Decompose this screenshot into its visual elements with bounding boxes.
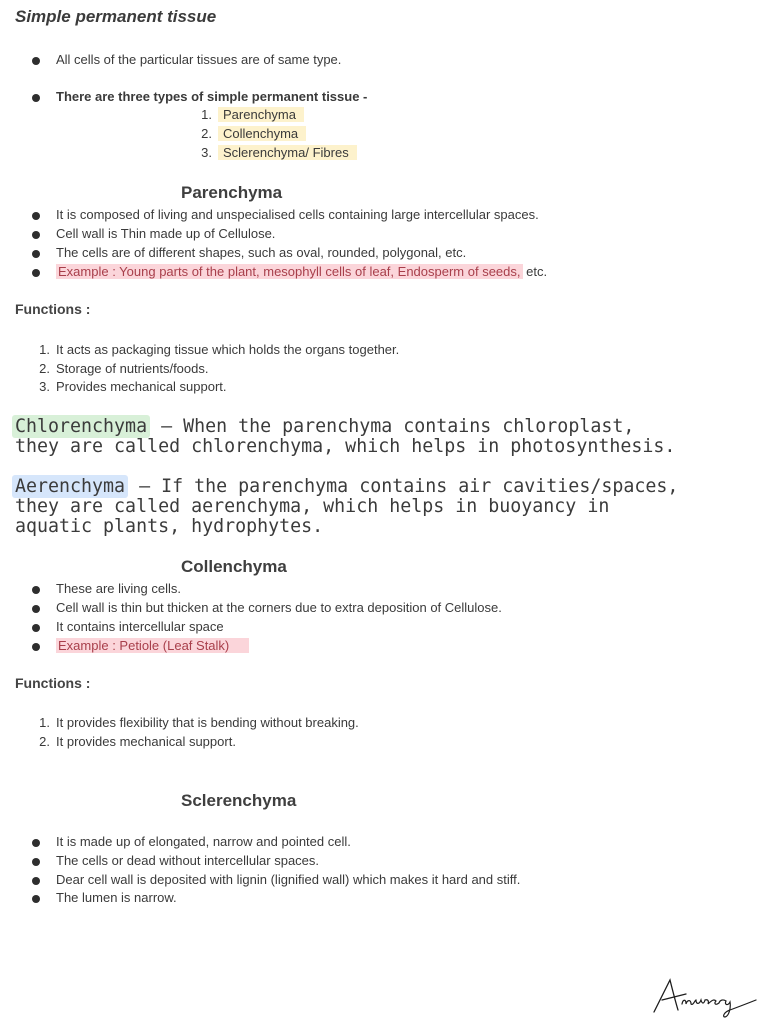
sclerenchyma-bullet-1: It is made up of elongated, narrow and pointed cell.: [56, 834, 351, 849]
collenchyma-heading: Collenchyma: [181, 557, 287, 576]
function-number: 2.: [39, 361, 50, 376]
type-item-2: [201, 126, 306, 141]
parenchyma-functions-title: Functions :: [15, 301, 91, 317]
aerenchyma-line-3: aquatic plants, hydrophytes.: [15, 516, 324, 537]
parenchyma-function-2: [39, 361, 209, 376]
type-number-1: 1.: [201, 107, 212, 122]
collenchyma-bullet-3: It contains intercellular space: [56, 619, 224, 634]
parenchyma-example-highlight: Example : Young parts of the plant, mesophyll cells of leaf, Endosperm of seeds,: [58, 264, 521, 279]
page-title: Simple permanent tissue: [15, 7, 217, 26]
aerenchyma-definition: [15, 477, 678, 537]
collenchyma-function-2: [39, 734, 236, 749]
function-number: 1.: [39, 342, 50, 357]
function-number: 3.: [39, 379, 50, 394]
chlorenchyma-definition: [15, 417, 675, 457]
collenchyma-bullet-2: Cell wall is thin but thicken at the corners due to extra deposition of Cellulose.: [56, 600, 502, 615]
aerenchyma-term: Aerenchyma: [12, 475, 128, 498]
parenchyma-function-1-text: It acts as packaging tissue which holds the organs together.: [56, 342, 400, 357]
chlorenchyma-line-2: they are called chlorenchyma, which helps in photosynthesis.: [15, 436, 676, 457]
function-number: 2.: [39, 734, 50, 749]
aerenchyma-line-2: they are called aerenchyma, which helps in buoyancy in: [15, 496, 610, 517]
collenchyma-example-highlight: Example : Petiole (Leaf Stalk): [56, 638, 249, 653]
parenchyma-function-3: [39, 379, 227, 394]
aerenchyma-line-1: – If the parenchyma contains air cavities/spaces,: [128, 476, 679, 497]
sclerenchyma-heading: Sclerenchyma: [181, 791, 297, 810]
sclerenchyma-bullet-4: The lumen is narrow.: [56, 890, 177, 905]
collenchyma-example: [56, 638, 249, 653]
collenchyma-functions-title: Functions :: [15, 675, 91, 691]
collenchyma-function-1: [39, 715, 359, 730]
chlorenchyma-line-1: – When the parenchyma contains chloroplast,: [150, 416, 635, 437]
sclerenchyma-bullet-3: Dear cell wall is deposited with lignin (lignified wall) which makes it hard and stiff.: [56, 872, 521, 887]
sclerenchyma-bullet-2: The cells or dead without intercellular spaces.: [56, 853, 320, 868]
parenchyma-example: [56, 264, 547, 279]
parenchyma-example-suffix: etc.: [522, 264, 548, 279]
type-label-parenchyma: Parenchyma: [218, 107, 304, 122]
type-item-3: [201, 145, 357, 160]
type-item-1: [201, 107, 304, 122]
parenchyma-function-2-text: Storage of nutrients/foods.: [56, 361, 209, 376]
parenchyma-bullet-3: The cells are of different shapes, such as oval, rounded, polygonal, etc.: [56, 245, 467, 260]
parenchyma-bullet-1: It is composed of living and unspecialised cells containing large intercellular spaces.: [56, 207, 539, 222]
parenchyma-function-3-text: Provides mechanical support.: [56, 379, 227, 394]
signature: [650, 974, 760, 1020]
type-label-sclerenchyma: Sclerenchyma/ Fibres: [218, 145, 357, 160]
parenchyma-heading: Parenchyma: [181, 183, 283, 202]
collenchyma-function-2-text: It provides mechanical support.: [56, 734, 236, 749]
function-number: 1.: [39, 715, 50, 730]
intro-bullet-same-type: All cells of the particular tissues are of same type.: [56, 52, 342, 67]
collenchyma-bullet-1: These are living cells.: [56, 581, 181, 596]
collenchyma-function-1-text: It provides flexibility that is bending without breaking.: [56, 715, 359, 730]
type-number-2: 2.: [201, 126, 212, 141]
intro-bullet-three-types: There are three types of simple permanent tissue -: [56, 89, 368, 104]
parenchyma-bullet-2: Cell wall is Thin made up of Cellulose.: [56, 226, 276, 241]
parenchyma-function-1: [39, 342, 400, 357]
chlorenchyma-term: Chlorenchyma: [12, 415, 150, 438]
type-number-3: 3.: [201, 145, 212, 160]
type-label-collenchyma: Collenchyma: [218, 126, 306, 141]
